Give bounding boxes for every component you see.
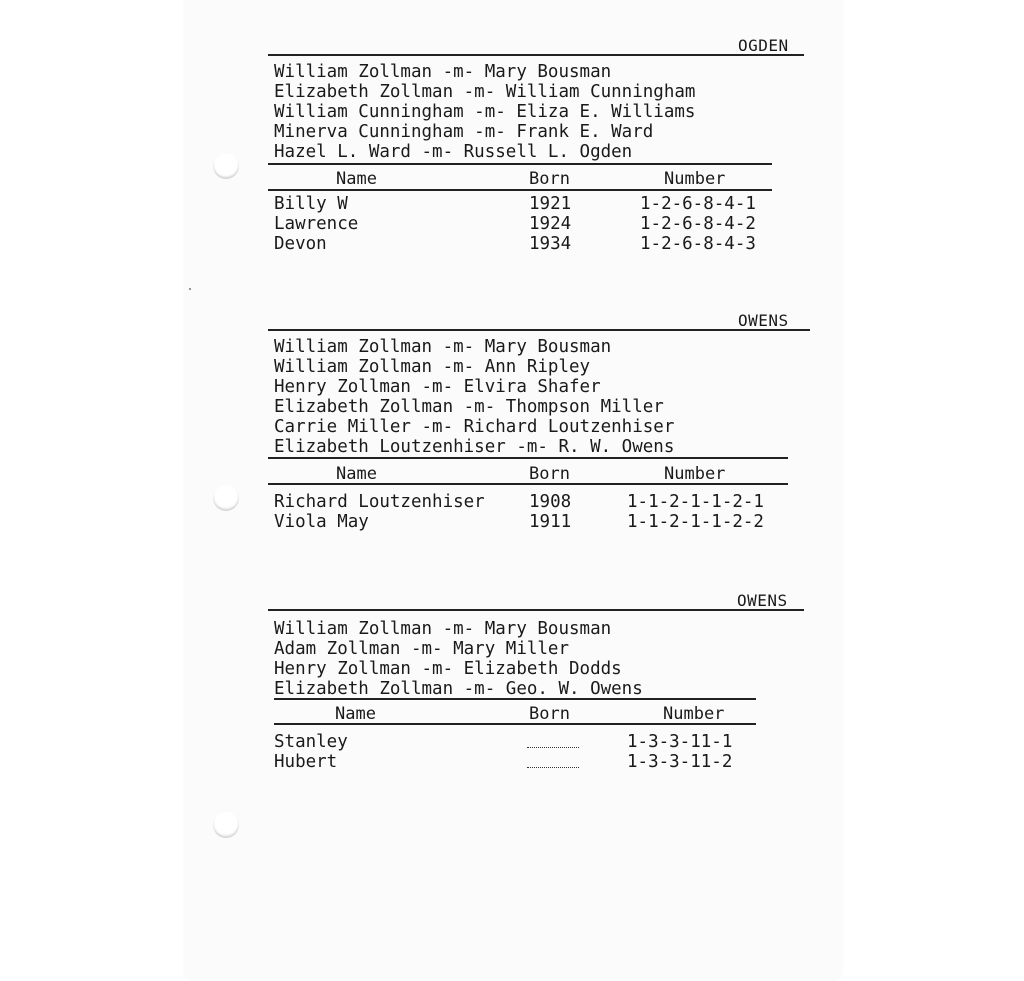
- surname-heading: OWENS: [737, 591, 788, 610]
- lineage-line: Elizabeth Zollman -m- Geo. W. Owens: [274, 679, 643, 699]
- header-born: Born: [529, 169, 570, 189]
- child-name: Hubert: [274, 752, 338, 772]
- rule-top: [268, 609, 804, 611]
- child-born: 1921: [529, 194, 572, 214]
- header-number: Number: [664, 464, 726, 484]
- child-born: 1911: [529, 512, 572, 532]
- header-name: Name: [335, 704, 376, 724]
- paper-speck: [189, 288, 191, 290]
- child-name: Devon: [274, 234, 327, 254]
- rule-top: [268, 329, 810, 331]
- child-name: Lawrence: [274, 214, 359, 234]
- header-born: Born: [529, 704, 570, 724]
- child-number: 1-1-2-1-1-2-1: [627, 492, 764, 512]
- rule-header: [268, 189, 772, 191]
- header-born: Born: [529, 464, 570, 484]
- rule-header: [274, 723, 756, 725]
- child-name: Billy W: [274, 194, 348, 214]
- header-number: Number: [664, 169, 726, 189]
- lineage-line: Adam Zollman -m- Mary Miller: [274, 639, 570, 659]
- born-blank-line: [527, 767, 579, 768]
- child-number: 1-3-3-11-2: [627, 752, 733, 772]
- rule-lineage-end: [268, 163, 772, 165]
- rule-lineage-end: [274, 698, 756, 700]
- header-name: Name: [336, 464, 377, 484]
- rule-lineage-end: [268, 457, 788, 459]
- child-number: 1-2-6-8-4-2: [640, 214, 756, 234]
- child-number: 1-2-6-8-4-1: [640, 194, 756, 214]
- child-number: 1-1-2-1-1-2-2: [627, 512, 764, 532]
- lineage-line: William Zollman -m- Mary Bousman: [274, 62, 612, 82]
- child-number: 1-3-3-11-1: [627, 732, 733, 752]
- punch-hole: [213, 812, 239, 838]
- lineage-line: Hazel L. Ward -m- Russell L. Ogden: [274, 142, 633, 162]
- punch-hole: [213, 153, 239, 179]
- lineage-line: William Zollman -m- Ann Ripley: [274, 357, 591, 377]
- lineage-line: William Zollman -m- Mary Bousman: [274, 619, 612, 639]
- child-number: 1-2-6-8-4-3: [640, 234, 756, 254]
- child-born: 1934: [529, 234, 572, 254]
- header-name: Name: [336, 169, 377, 189]
- lineage-line: Henry Zollman -m- Elizabeth Dodds: [274, 659, 622, 679]
- punch-hole: [213, 485, 239, 511]
- child-name: Viola May: [274, 512, 369, 532]
- lineage-line: William Zollman -m- Mary Bousman: [274, 337, 612, 357]
- lineage-line: Elizabeth Zollman -m- Thompson Miller: [274, 397, 664, 417]
- surname-heading: OGDEN: [738, 36, 789, 55]
- lineage-line: William Cunningham -m- Eliza E. Williams: [274, 102, 696, 122]
- child-name: Richard Loutzenhiser: [274, 492, 485, 512]
- rule-top: [268, 54, 804, 56]
- surname-heading: OWENS: [738, 311, 789, 330]
- child-name: Stanley: [274, 732, 348, 752]
- header-number: Number: [663, 704, 725, 724]
- child-born: 1924: [529, 214, 572, 234]
- lineage-line: Elizabeth Zollman -m- William Cunningham: [274, 82, 696, 102]
- child-born: 1908: [529, 492, 572, 512]
- lineage-line: Carrie Miller -m- Richard Loutzenhiser: [274, 417, 675, 437]
- rule-header: [268, 483, 788, 485]
- born-blank-line: [527, 747, 579, 748]
- lineage-line: Minerva Cunningham -m- Frank E. Ward: [274, 122, 654, 142]
- lineage-line: Elizabeth Loutzenhiser -m- R. W. Owens: [274, 437, 675, 457]
- lineage-line: Henry Zollman -m- Elvira Shafer: [274, 377, 601, 397]
